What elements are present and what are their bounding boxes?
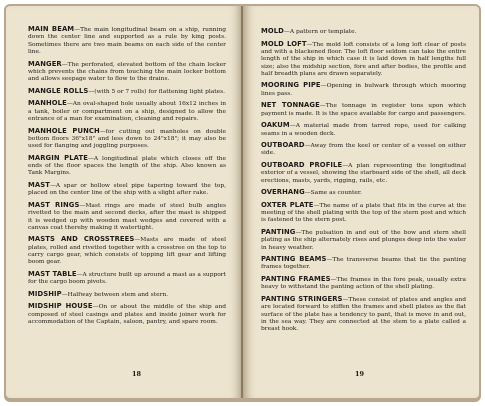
glossary-entry bbox=[28, 303, 226, 326]
glossary-entry bbox=[261, 296, 466, 334]
glossary-entry bbox=[28, 291, 226, 299]
glossary-definition: —A material made from tarred rope, used for calking seams in a wooden deck. bbox=[261, 123, 466, 137]
glossary-term: NET TONNAGE bbox=[261, 101, 320, 110]
glossary-term: PANTING bbox=[261, 227, 296, 236]
glossary-term: OAKUM bbox=[261, 121, 290, 130]
glossary-term: OVERHANG bbox=[261, 188, 305, 197]
glossary-definition: —(with 5 or 7 rolls) for flattening light plates. bbox=[88, 88, 226, 95]
glossary-term: PANTING BEAMS bbox=[261, 255, 327, 264]
glossary-definition: —Opening in bulwark through which mooring lines pass. bbox=[261, 83, 466, 97]
glossary-definition: —An oval-shaped hole usually about 16x12 inches in a tank, boiler or compartment on a ship, designed to allow the entrance of a man for examination, cleaning and repairs. bbox=[28, 101, 226, 122]
right-page bbox=[243, 6, 479, 398]
glossary-term: OXTER PLATE bbox=[261, 200, 314, 209]
glossary-entry bbox=[28, 26, 226, 56]
glossary-entry bbox=[261, 122, 466, 138]
glossary-entry bbox=[261, 28, 466, 36]
glossary-definition: —A longitudinal plate which closes off the ends of the floor spaces the length of the ship. Also known as Tank Margins. bbox=[28, 155, 226, 177]
glossary-entry bbox=[261, 142, 466, 158]
left-page bbox=[6, 6, 242, 398]
glossary-definition: —The main longitudinal beam on a ship, running down the center line and supported as a rule by king posts. Sometimes there are two main beams on each side of the center line. bbox=[28, 27, 226, 56]
glossary-entry bbox=[261, 276, 466, 292]
glossary-definition: —On or about the middle of the ship and composed of steel casings and plates and inside joiner work for accommodation of the Captain, saloon, pantry, and spare room. bbox=[28, 304, 227, 326]
glossary-term: MAIN BEAM bbox=[28, 25, 75, 33]
glossary-entry bbox=[261, 102, 466, 118]
glossary-entry bbox=[28, 236, 226, 266]
glossary-term: PANTING STRINGERS bbox=[261, 294, 343, 303]
glossary-entry bbox=[261, 229, 466, 252]
glossary-term: MANGLE ROLLS bbox=[28, 86, 89, 95]
glossary-definition: —The transverse beams that tie the panting frames together. bbox=[261, 257, 466, 271]
glossary-term: MANHOLE bbox=[28, 99, 67, 108]
glossary-entry bbox=[261, 41, 466, 79]
glossary-entry bbox=[261, 162, 466, 185]
glossary-term: MIDSHIP HOUSE bbox=[28, 302, 93, 311]
glossary-entry bbox=[28, 155, 226, 178]
glossary-definition: —Same as counter. bbox=[304, 190, 362, 197]
right-page-number: 19 bbox=[355, 370, 365, 378]
right-page-content bbox=[261, 28, 466, 338]
glossary-entry bbox=[261, 82, 466, 98]
glossary-term: MAST TABLE bbox=[28, 269, 77, 278]
glossary-term: MOLD LOFT bbox=[261, 39, 307, 48]
glossary-definition: —A plan representing the longitudinal exterior of a vessel, showing the starboard side of the shell, all deck erections, masts, yards, rigging, rails, etc. bbox=[261, 162, 467, 184]
glossary-definition: —Masts are made of steel plates, rolled and rivetted together with a crosstree on the top to carry cargo gear, which consists of topping lift gear and lifting boom gear. bbox=[28, 237, 227, 266]
glossary-entry bbox=[261, 256, 466, 272]
glossary-definition: —The frames in the fore peak, usually extra heavy to withstand the panting action of the shell plating. bbox=[261, 277, 466, 291]
glossary-term: MANHOLE PUNCH bbox=[28, 126, 100, 135]
left-page-content bbox=[28, 26, 226, 331]
glossary-term: MOORING PIPE bbox=[261, 81, 321, 90]
glossary-term: MOLD bbox=[261, 27, 284, 35]
glossary-entry bbox=[28, 61, 226, 84]
glossary-definition: —The pulsation in and out of the bow and stern shell plating as the ship alternately rises and plunges deep into the water in heavy weather. bbox=[261, 229, 466, 251]
glossary-definition: —A spar or hollow steel pipe tapering toward the top, placed on the center line of the ship with a slight after rake. bbox=[28, 182, 226, 197]
glossary-term: MANGER bbox=[28, 59, 62, 68]
left-page-number: 18 bbox=[132, 370, 142, 378]
glossary-term: OUTBOARD bbox=[261, 141, 305, 150]
glossary-term: MIDSHIP bbox=[28, 289, 62, 298]
glossary-definition: —These consist of plates and angles and are located forward to stiffen the frames and shell plates as the flat surface of the plate has a tendency to pant, that is move in and out, in the sea way. They are connected at the stem to a plate called a breast hook. bbox=[261, 296, 466, 333]
glossary-entry bbox=[261, 189, 466, 197]
booklet bbox=[4, 4, 481, 402]
glossary-entry bbox=[28, 100, 226, 123]
glossary-term: PANTING FRAMES bbox=[261, 275, 331, 283]
glossary-definition: —The perforated, elevated bottom of the chain locker which prevents the chains from touching the main locker bottom and allows seepage water to flow to the drains. bbox=[28, 61, 226, 83]
glossary-definition: —A pattern or template. bbox=[283, 29, 357, 35]
glossary-entry bbox=[28, 182, 226, 198]
glossary-definition: —Away from the keel or center of a vessel on either side. bbox=[261, 143, 466, 157]
glossary-term: OUTBOARD PROFILE bbox=[261, 160, 343, 169]
glossary-definition: —The tonnage in register tons upon which payment is made. It is the space available for cargo and passengers. bbox=[261, 103, 466, 117]
glossary-definition: —Mast rings are made of steel bulb angles rivetted to the main and second decks, after the mast is shipped it is wedged up with wooden mast wedges and covered with a canvas coat thereby making it watertight. bbox=[28, 202, 226, 231]
glossary-definition: —A structure built up around a mast as a support for the cargo boom pivots. bbox=[28, 271, 226, 286]
glossary-entry bbox=[28, 271, 226, 287]
glossary-entry bbox=[28, 128, 226, 151]
glossary-term: MARGIN PLATE bbox=[28, 153, 88, 162]
glossary-entry bbox=[28, 88, 226, 96]
glossary-definition: —Halfway between stem and stern. bbox=[61, 291, 169, 298]
glossary-term: MAST bbox=[28, 180, 50, 189]
glossary-entry bbox=[28, 202, 226, 232]
glossary-term: MAST RINGS bbox=[28, 200, 80, 209]
glossary-definition: —The name of a plate that fits in the curve at the meeting of the shell plating with the top of the stern post and which is fastened to the stern post. bbox=[261, 202, 466, 224]
glossary-definition: —for cutting out manholes on double bottom floors 36"x18" and less down to 24"x18"; it may also be used for flanging and joggling purposes. bbox=[28, 128, 227, 150]
glossary-entry bbox=[261, 202, 466, 225]
glossary-definition: —The mold loft consists of a long loft clear of posts and with a blackened floor. The loft floor seldom can take the entire length of the ship in which case it is laid down in half lengths full size; also the midship section, fore and after bodies, the profile and half breadth plans are drawn separately. bbox=[261, 41, 466, 77]
glossary-term: MASTS AND CROSSTREES bbox=[28, 235, 135, 244]
